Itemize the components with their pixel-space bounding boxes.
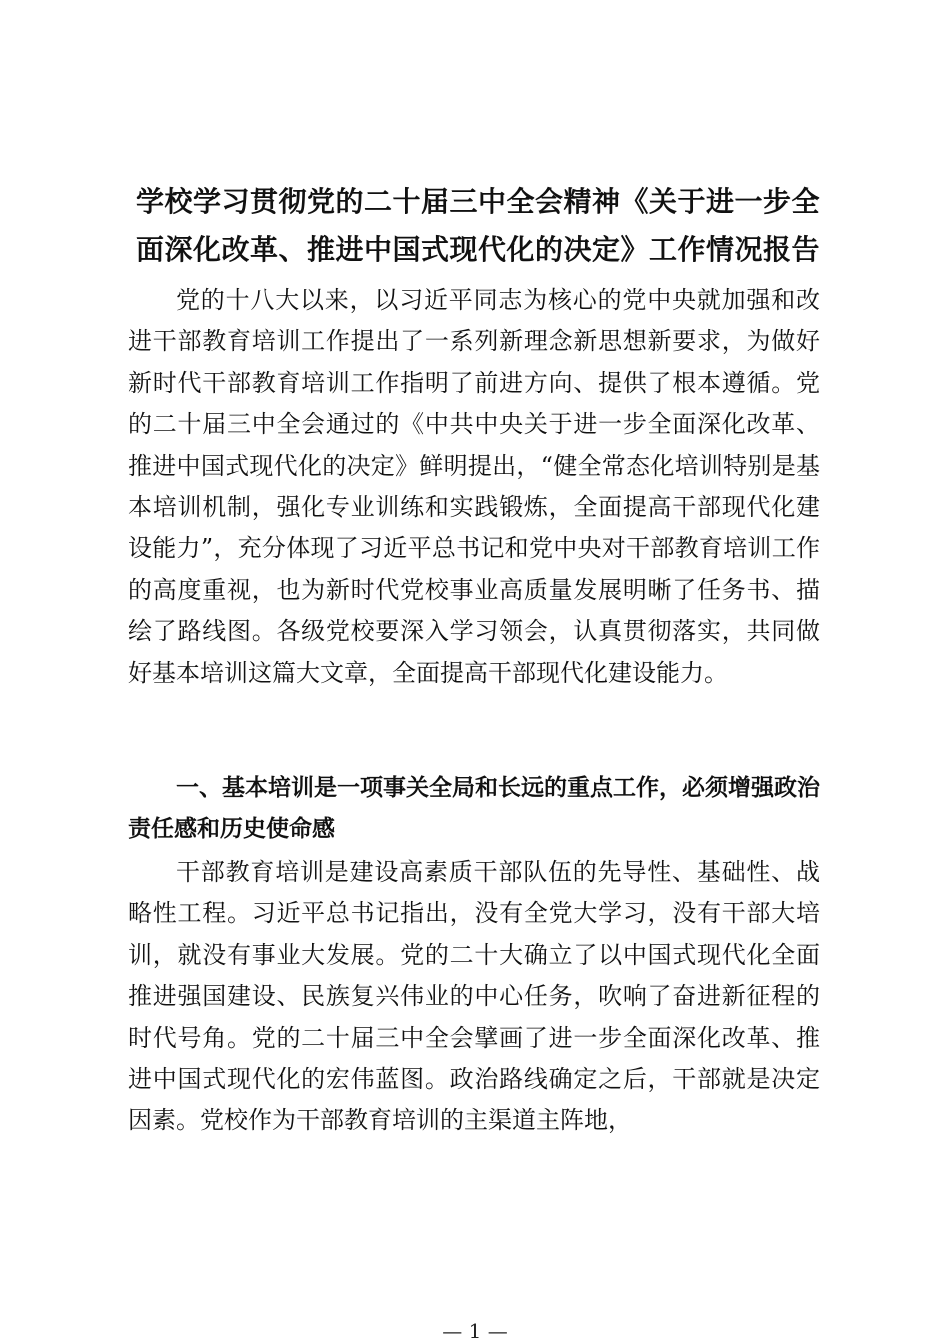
document-title: 学校学习贯彻党的二十届三中全会精神《关于进一步全面深化改革、推进中国式现代化的决定》工作情况报告 (135, 185, 820, 266)
body-paragraph-2: 干部教育培训是建设高素质干部队伍的先导性、基础性、战略性工程。习近平总书记指出，没有全党大学习，没有干部大培训，就没有事业大发展。党的二十大确立了以中国式现代化全面推进强国建设、民族复兴伟业的中心任务，吹响了奋进新征程的时代号角。党的二十届三中全会擘画了进一步全面深化改革、推进中国式现代化的宏伟蓝图。政治路线确定之后，干部就是决定因素。党校作为干部教育培训的主渠道主阵地， (128, 858, 820, 1135)
section-heading: 一、基本培训是一项事关全局和长远的重点工作，必须增强政治责任感和历史使命感 (128, 775, 820, 843)
page-number: — 1 — (442, 1319, 508, 1343)
body-paragraph-1: 党的十八大以来，以习近平同志为核心的党中央就加强和改进干部教育培训工作提出了一系列新理念新思想新要求，为做好新时代干部教育培训工作指明了前进方向、提供了根本遵循。党的二十届三中全会通过的《中共中央关于进一步全面深化改革、推进中国式现代化的决定》鲜明提出，“健全常态化培训特别是基本培训机制，强化专业训练和实践锻炼，全面提高干部现代化建设能力”，充分体现了习近平总书记和党中央对干部教育培训工作的高度重视，也为新时代党校事业高质量发展明晰了任务书、描绘了路线图。各级党校要深入学习领会，认真贯彻落实，共同做好基本培训这篇大文章，全面提高干部现代化建设能力。 (128, 286, 820, 687)
